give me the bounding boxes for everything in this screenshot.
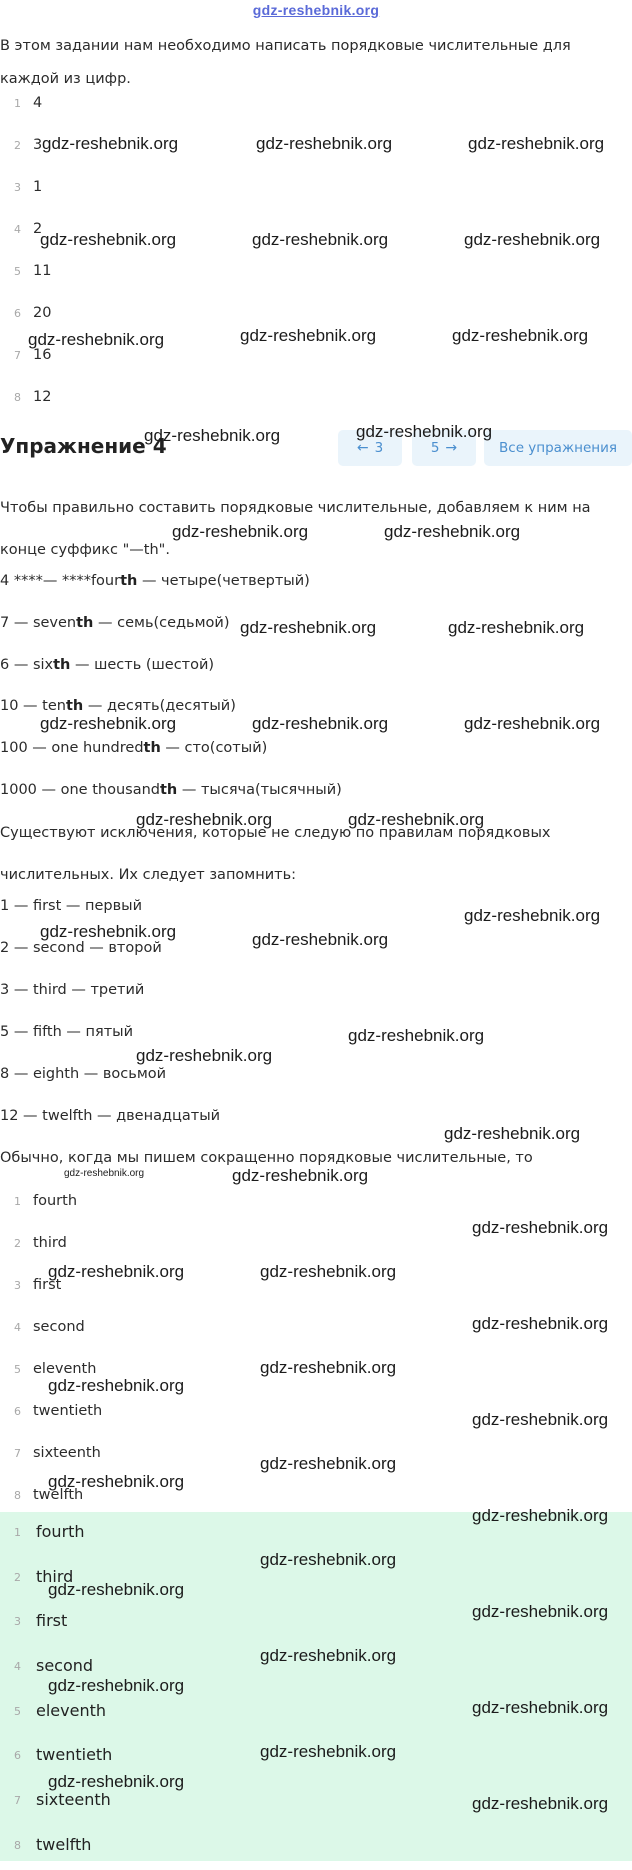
watermark: gdz-reshebnik.org xyxy=(384,522,521,541)
list-value: fourth xyxy=(33,1193,78,1209)
watermark: gdz-reshebnik.org xyxy=(48,1472,185,1491)
list-item xyxy=(0,95,632,137)
list-value: third xyxy=(33,1235,67,1251)
list-value: second xyxy=(36,1656,94,1676)
rule-text: Чтобы правильно составить порядковые числительные, добавляем к ним на конце суффикс "—th". xyxy=(0,500,591,558)
example-line: 6 — sixth — шесть (шестой) xyxy=(0,657,215,673)
next-exercise-label: 5 xyxy=(430,440,440,456)
watermark: gdz-reshebnik.org xyxy=(444,1124,581,1143)
list-index: 5 xyxy=(14,1363,21,1376)
all-exercises-label: Все упражнения xyxy=(499,440,617,456)
list-index: 8 xyxy=(14,391,21,404)
exception-line: 2 — second — второй xyxy=(0,940,162,956)
list-item xyxy=(0,137,632,179)
watermark: gdz-reshebnik.org xyxy=(64,1168,145,1179)
watermark: gdz-reshebnik.org xyxy=(472,1410,609,1429)
list-value: eleventh xyxy=(36,1700,106,1720)
list-item xyxy=(0,1403,632,1445)
list-index: 5 xyxy=(14,265,21,278)
all-exercises-button[interactable] xyxy=(484,430,632,466)
list-index: 7 xyxy=(14,349,21,362)
list-value: 4 xyxy=(33,95,43,111)
number-list xyxy=(0,95,632,431)
list-index: 8 xyxy=(14,1838,21,1852)
list-value: eleventh xyxy=(33,1361,97,1377)
list-index: 4 xyxy=(14,1321,21,1334)
list-index: 3 xyxy=(14,1615,21,1629)
list-value: twelfth xyxy=(33,1487,84,1503)
list-item xyxy=(0,1361,632,1403)
watermark: gdz-reshebnik.org xyxy=(260,1550,397,1569)
list-item xyxy=(0,1277,632,1319)
watermark: gdz-reshebnik.org xyxy=(348,810,485,829)
watermark: gdz-reshebnik.org xyxy=(468,134,605,153)
list-item xyxy=(0,1193,632,1235)
exception-line: 8 — eighth — восьмой xyxy=(0,1066,167,1082)
list-index: 6 xyxy=(14,1749,21,1763)
watermark: gdz-reshebnik.org xyxy=(260,1262,397,1281)
list-value: 2 xyxy=(33,221,43,237)
watermark: gdz-reshebnik.org xyxy=(40,230,177,249)
exceptions-text: Существуют исключения, которые не следую по правилам порядковых числительных. Их следует запомнить: xyxy=(0,825,551,883)
watermark: gdz-reshebnik.org xyxy=(40,714,177,733)
watermark: gdz-reshebnik.org xyxy=(48,1580,185,1599)
watermark: gdz-reshebnik.org xyxy=(252,230,389,249)
list-index: 6 xyxy=(14,1405,21,1418)
watermark: gdz-reshebnik.org xyxy=(472,1218,609,1237)
prev-exercise-label: 3 xyxy=(374,440,384,456)
intro-text: В этом задании нам необходимо написать порядковые числительные для каждой из цифр. xyxy=(0,38,571,87)
list-value: 12 xyxy=(33,389,52,405)
list-index: 7 xyxy=(14,1447,21,1460)
list-index: 4 xyxy=(14,1660,21,1674)
list-index: 2 xyxy=(14,139,21,152)
list-item xyxy=(0,305,632,347)
next-exercise-button[interactable] xyxy=(412,430,476,466)
watermark: gdz-reshebnik.org xyxy=(472,1794,609,1813)
watermark: gdz-reshebnik.org xyxy=(252,930,389,949)
list-value: sixteenth xyxy=(33,1445,101,1461)
list-item xyxy=(0,389,632,431)
list-index: 5 xyxy=(14,1704,21,1718)
site-link[interactable]: gdz-reshebnik.org xyxy=(252,2,380,18)
arrow-right-icon: → xyxy=(445,440,458,456)
watermark: gdz-reshebnik.org xyxy=(144,426,281,445)
watermark: gdz-reshebnik.org xyxy=(172,522,309,541)
example-line: 4 ****— ****fourth — четыре(четвертый) xyxy=(0,573,310,589)
example-line: 100 — one hundredth — сто(сотый) xyxy=(0,740,268,756)
watermark: gdz-reshebnik.org xyxy=(48,1676,185,1695)
list-index: 3 xyxy=(14,1279,21,1292)
list-index: 6 xyxy=(14,307,21,320)
watermark: gdz-reshebnik.org xyxy=(240,326,377,345)
watermark: gdz-reshebnik.org xyxy=(136,1046,273,1065)
exception-line: 1 — first — первый xyxy=(0,898,143,914)
list-value: third xyxy=(36,1566,74,1586)
list-value: first xyxy=(33,1277,62,1293)
example-line: 1000 — one thousandth — тысяча(тысячный) xyxy=(0,782,342,798)
prev-exercise-button[interactable] xyxy=(338,430,402,466)
watermark: gdz-reshebnik.org xyxy=(240,618,377,637)
ordinal-list xyxy=(0,1193,632,1529)
list-value: twelfth xyxy=(36,1834,92,1854)
list-index: 3 xyxy=(14,181,21,194)
list-item xyxy=(0,1825,632,1870)
watermark: gdz-reshebnik.org xyxy=(260,1742,397,1761)
list-item xyxy=(0,1601,632,1646)
answer-box xyxy=(0,1512,632,1861)
exception-line: 3 — third — третий xyxy=(0,982,145,998)
list-value: sixteenth xyxy=(36,1790,111,1810)
list-value: 11 xyxy=(33,263,52,279)
watermark: gdz-reshebnik.org xyxy=(260,1358,397,1377)
exercise-title: Упражнение 4 xyxy=(0,434,167,458)
watermark: gdz-reshebnik.org xyxy=(48,1376,185,1395)
list-value: twentieth xyxy=(36,1745,113,1765)
watermark: gdz-reshebnik.org xyxy=(464,230,601,249)
answer-list xyxy=(0,1512,632,1870)
watermark: gdz-reshebnik.org xyxy=(472,1602,609,1621)
list-item xyxy=(0,1319,632,1361)
exception-line: 12 — twelfth — двенадцатый xyxy=(0,1108,221,1124)
list-item xyxy=(0,347,632,389)
watermark: gdz-reshebnik.org xyxy=(260,1646,397,1665)
list-value: twentieth xyxy=(33,1403,103,1419)
watermark: gdz-reshebnik.org xyxy=(464,906,601,925)
watermark: gdz-reshebnik.org xyxy=(48,1262,185,1281)
list-item xyxy=(0,1691,632,1736)
watermark: gdz-reshebnik.org xyxy=(348,1026,485,1045)
exception-line: 5 — fifth — пятый xyxy=(0,1024,134,1040)
list-index: 2 xyxy=(14,1237,21,1250)
list-index: 1 xyxy=(14,97,21,110)
list-index: 7 xyxy=(14,1794,21,1808)
list-item xyxy=(0,1646,632,1691)
list-index: 1 xyxy=(14,1526,21,1539)
list-value: second xyxy=(33,1319,85,1335)
list-item xyxy=(0,179,632,221)
watermark: gdz-reshebnik.org xyxy=(452,326,589,345)
watermark: gdz-reshebnik.org xyxy=(40,922,177,941)
watermark: gdz-reshebnik.org xyxy=(464,714,601,733)
watermark: gdz-reshebnik.org xyxy=(28,330,165,349)
arrow-left-icon: ← xyxy=(356,440,369,456)
watermark: gdz-reshebnik.org xyxy=(472,1314,609,1333)
list-item xyxy=(0,1780,632,1825)
example-line: 10 — tenth — десять(десятый) xyxy=(0,698,236,714)
list-value: 20 xyxy=(33,305,52,321)
list-item xyxy=(0,263,632,305)
list-index: 1 xyxy=(14,1195,21,1208)
list-value: 3 xyxy=(33,137,43,153)
note-text: Обычно, когда мы пишем сокращенно порядковые числительные, то xyxy=(0,1150,533,1166)
list-index: 4 xyxy=(14,223,21,236)
list-index: 8 xyxy=(14,1489,21,1502)
watermark: gdz-reshebnik.org xyxy=(136,810,273,829)
watermark: gdz-reshebnik.org xyxy=(472,1506,609,1525)
example-line: 7 — seventh — семь(седьмой) xyxy=(0,615,230,631)
list-value: first xyxy=(36,1611,68,1631)
watermark: gdz-reshebnik.org xyxy=(48,1772,185,1791)
watermark: gdz-reshebnik.org xyxy=(356,422,493,441)
list-item xyxy=(0,1512,632,1557)
list-value: fourth xyxy=(36,1522,85,1541)
list-item xyxy=(0,1235,632,1277)
list-item xyxy=(0,1445,632,1487)
list-value: 1 xyxy=(33,179,43,195)
watermark: gdz-reshebnik.org xyxy=(232,1166,369,1185)
watermark: gdz-reshebnik.org xyxy=(260,1454,397,1473)
watermark: gdz-reshebnik.org xyxy=(448,618,585,637)
watermark: gdz-reshebnik.org xyxy=(472,1698,609,1717)
watermark: gdz-reshebnik.org xyxy=(256,134,393,153)
list-item xyxy=(0,221,632,263)
watermark: gdz-reshebnik.org xyxy=(42,134,179,153)
list-value: 16 xyxy=(33,347,52,363)
list-index: 2 xyxy=(14,1570,21,1584)
list-item xyxy=(0,1735,632,1780)
watermark: gdz-reshebnik.org xyxy=(252,714,389,733)
list-item xyxy=(0,1557,632,1602)
